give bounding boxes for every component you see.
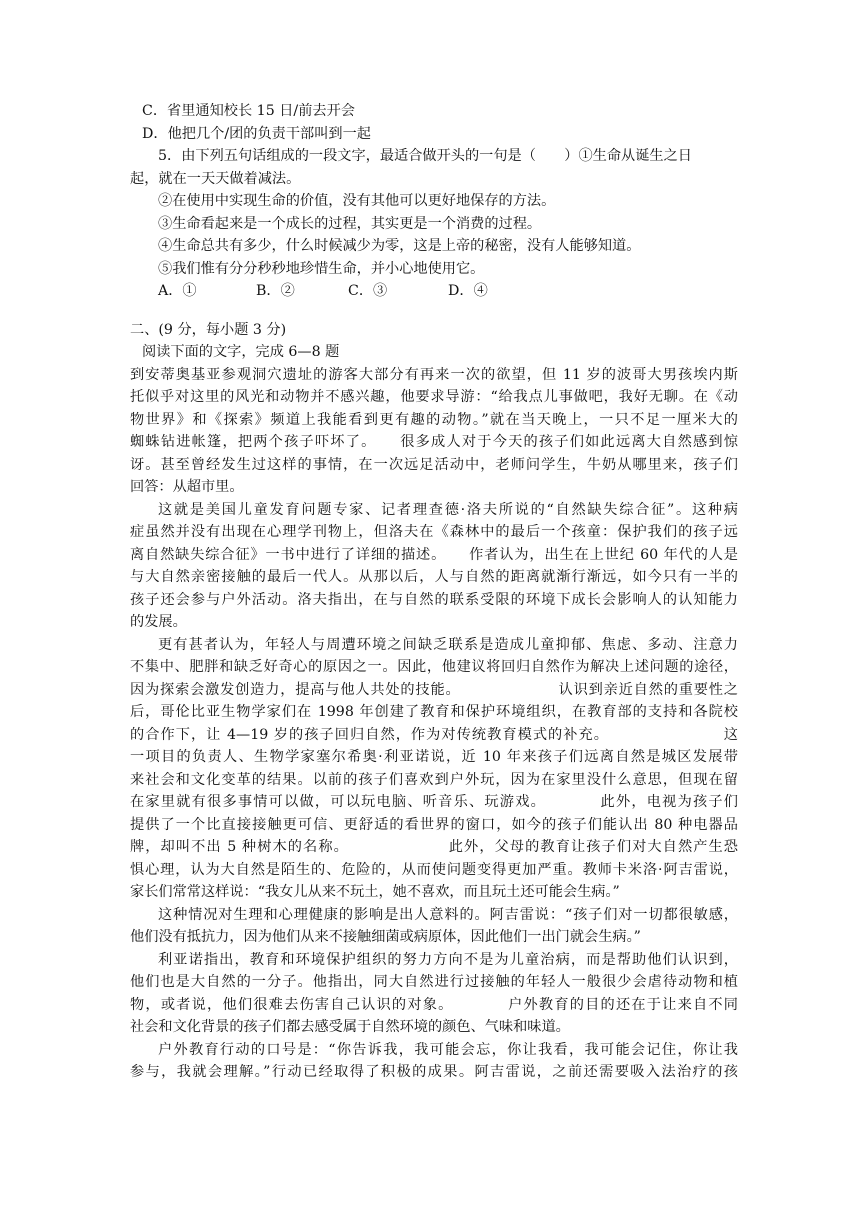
passage-line: 孩子还会参与户外活动。洛夫指出，在与自然的联系受限的环境下成长会影响人的认知能力 bbox=[130, 591, 738, 608]
passage-line: 户外教育行动的口号是：“你告诉我，我可能会忘，你让我看，我可能会记住，你让我 bbox=[158, 1041, 738, 1058]
question-5-stem-cont: 起，就在一天天做着减法。 bbox=[130, 170, 301, 187]
sentence-4: ④生命总共有多少，什么时候减少为零，这是上帝的秘密，没有人能够知道。 bbox=[158, 238, 641, 254]
passage-line: 的发展。 bbox=[130, 614, 187, 630]
passage-line: 物世界》和《探索》频道上我能看到更有趣的动物。”就在当天晚上，一只不足一厘米大的 bbox=[130, 411, 738, 428]
passage-line: 讶。甚至曾经发生过这样的事情，在一次远足活动中，老师问学生，牛奶从哪里来，孩子们 bbox=[130, 456, 738, 473]
passage bbox=[130, 364, 738, 1084]
passage-line: 他们没有抵抗力，因为他们从来不接触细菌或病原体，因此他们一出门就会生病。” bbox=[130, 929, 641, 945]
passage-line: 提供了一个比直接接触更可信、更舒适的看世界的窗口，如今的孩子们能认出 80 种电器品 bbox=[130, 816, 738, 833]
sentence-2: ②在使用中实现生命的价值，没有其他可以更好地保存的方法。 bbox=[158, 193, 556, 209]
passage-line: 回答：从超市里。 bbox=[130, 479, 244, 495]
sentence-5: ⑤我们惟有分分秒秒地珍惜生命，并小心地使用它。 bbox=[158, 260, 485, 277]
passage-line: 物，或者说，他们很难去伤害自己认识的对象。 户外教育的目的还在于让来自不同 bbox=[130, 996, 738, 1013]
option-b: B．② bbox=[256, 283, 295, 299]
passage-line: 离自然缺失综合征》一书中进行了详细的描述。 作者认为，出生在上世纪 60 年代的人是 bbox=[130, 546, 738, 563]
passage-line: 蜘蛛钻进帐篷，把两个孩子吓坏了。 很多成人对于今天的孩子们如此远离大自然感到惊 bbox=[130, 434, 738, 450]
option-c: C．③ bbox=[348, 283, 388, 299]
passage-line: 惧心理，认为大自然是陌生的、危险的，从而使问题变得更加严重。教师卡米洛·阿吉雷说， bbox=[130, 861, 738, 878]
question-5-stem: 5．由下列五句话组成的一段文字，最适合做开头的一句是（ ）①生命从诞生之日 bbox=[158, 148, 692, 164]
passage-line: 这种情况对生理和心理健康的影响是出人意料的。阿吉雷说：“孩子们对一切都很敏感， bbox=[158, 906, 738, 923]
passage-line: 与大自然亲密接触的最后一代人。从那以后，人与自然的距离就渐行渐远，如今只有一半的 bbox=[130, 569, 738, 585]
passage-line: 他们也是大自然的一分子。他指出，同大自然进行过接触的年轻人一般很少会虐待动物和植 bbox=[130, 974, 738, 990]
passage-line: 在家里就有很多事情可以做，可以玩电脑、听音乐、玩游戏。 此外，电视为孩子们 bbox=[130, 794, 738, 810]
question-5-options bbox=[130, 280, 738, 303]
passage-line: 症虽然并没有出现在心理学刊物上，但洛夫在《森林中的最后一个孩童：保护我们的孩子远 bbox=[130, 524, 738, 540]
passage-line: 社会和文化背景的孩子们都去感受属于自然环境的颜色、气味和味道。 bbox=[130, 1019, 570, 1035]
passage-line: 更有甚者认为，年轻人与周遭环境之间缺乏联系是造成儿童抑郁、焦虑、多动、注意力 bbox=[158, 636, 738, 653]
passage-line: 后，哥伦比亚生物学家们在 1998 年创建了教育和保护环境组织，在教育部的支持和各院校 bbox=[130, 704, 738, 720]
option-c-line: C．省里通知校长 15 日/前去开会 bbox=[142, 103, 355, 119]
passage-line: 参与，我就会理解。”行动已经取得了积极的成果。阿吉雷说，之前还需要吸入法治疗的孩 bbox=[130, 1064, 738, 1080]
option-a: A．① bbox=[158, 283, 197, 299]
passage-line: 的合作下，让 4—19 岁的孩子回归自然，作为对传统教育模式的补充。 这 bbox=[130, 726, 738, 743]
passage-line: 托似乎对这里的风光和动物并不感兴趣，他要求导游：“给我点儿事做吧，我好无聊。在《动 bbox=[130, 389, 738, 405]
passage-line: 到安蒂奥基亚参观洞穴遗址的游客大部分有再来一次的欲望，但 11 岁的波哥大男孩埃内斯 bbox=[130, 366, 738, 383]
option-d: D．④ bbox=[448, 283, 488, 299]
passage-line: 家长们常常这样说：“我女儿从来不玩土，她不喜欢，而且玩土还可能会生病。” bbox=[130, 884, 620, 900]
passage-line: 利亚诺指出，教育和环境保护组织的努力方向不是为儿童治病，而是帮助他们认识到， bbox=[158, 951, 738, 968]
passage-line: 不集中、肥胖和缺乏好奇心的原因之一。因此，他建议将回归自然作为解决上述问题的途径， bbox=[130, 659, 738, 675]
passage-line: 因为探索会激发创造力，提高与他人共处的技能。 认识到亲近自然的重要性之 bbox=[130, 681, 738, 698]
passage-line: 这就是美国儿童发育问题专家、记者理查德·洛夫所说的“自然缺失综合征”。这种病 bbox=[158, 501, 738, 518]
section-heading: 二、(9 分，每小题 3 分) bbox=[130, 321, 287, 338]
option-d-line: D．他把几个/团的负责干部叫到一起 bbox=[142, 125, 371, 142]
section-instruction: 阅读下面的文字，完成 6—8 题 bbox=[142, 344, 340, 360]
passage-line: 牌，却叫不出 5 种树木的名称。 此外，父母的教育让孩子们对大自然产生恐 bbox=[130, 839, 738, 855]
sentence-3: ③生命看起来是一个成长的过程，其实更是一个消费的过程。 bbox=[158, 215, 542, 232]
document-page bbox=[130, 100, 738, 1084]
passage-line: 来社会和文化变革的结果。以前的孩子们喜欢到户外玩，因为在家里没什么意思，但现在留 bbox=[130, 771, 738, 788]
passage-line: 一项目的负责人、生物学家塞尔希奥·利亚诺说，近 10 年来孩子们远离自然是城区发展带 bbox=[130, 749, 738, 765]
